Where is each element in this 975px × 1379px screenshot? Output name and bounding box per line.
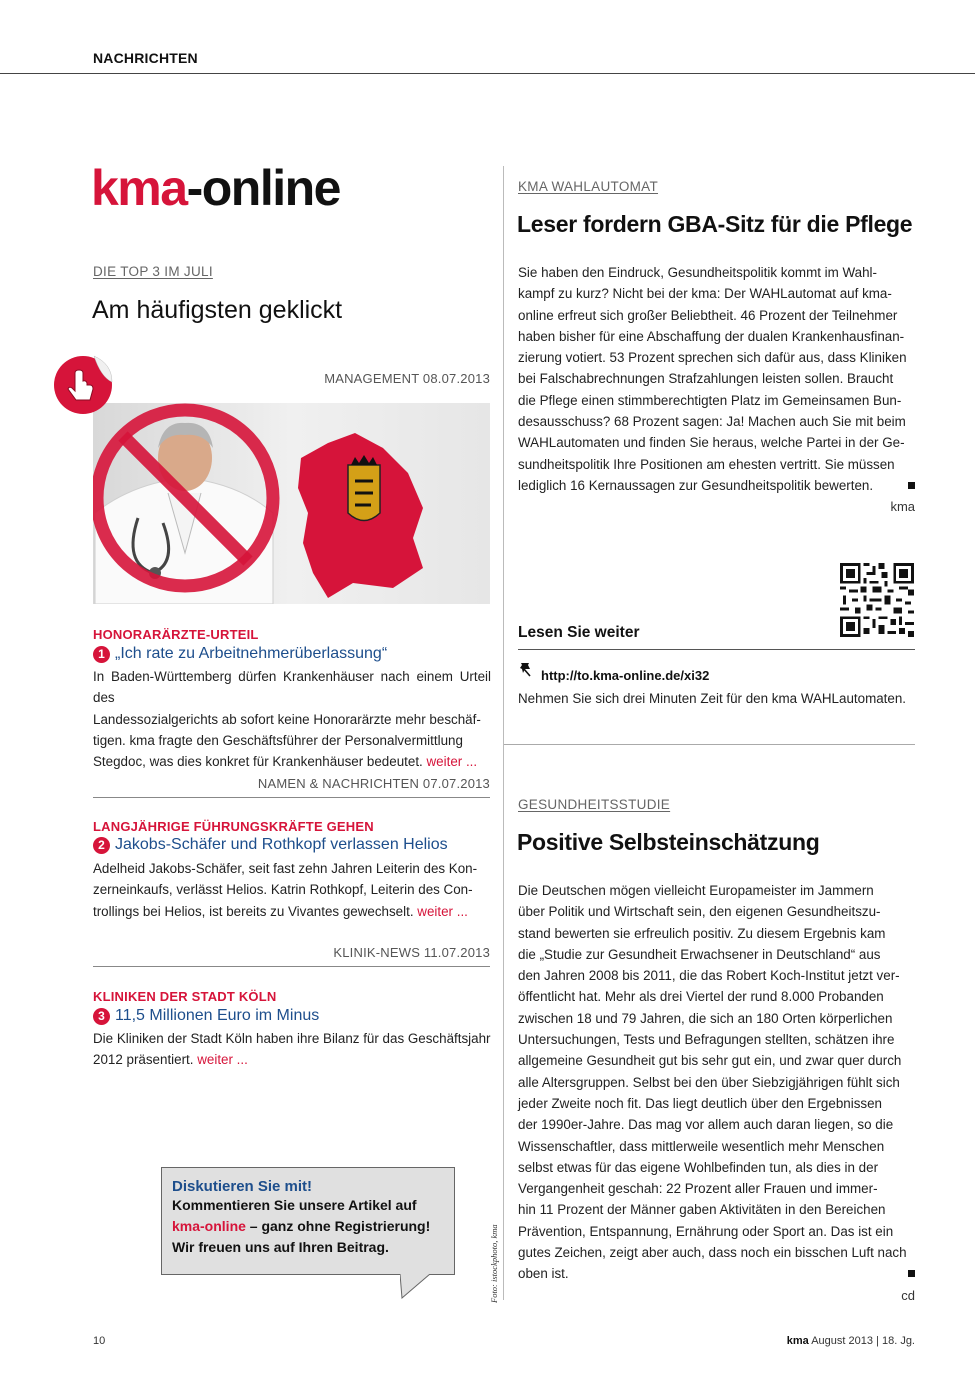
body-line: Die Kliniken der Stadt Köln haben ihre Bilanz für das Geschäftsjahr xyxy=(93,1031,491,1046)
body-line xyxy=(518,1263,915,1284)
body-line: online erfreut sich großer Beliebtheit. 46 Prozent der Teilnehmer xyxy=(518,307,898,323)
footer-separator: | xyxy=(876,1335,879,1347)
body-line: sundheitspolitik Ihre Positionen am ehesten vertritt. Sie müssen xyxy=(518,456,895,472)
article3-headline: 11,5 Millionen Euro im Minus xyxy=(115,1007,320,1024)
article1-meta: MANAGEMENT 08.07.2013 xyxy=(324,371,490,386)
body-line: Die Deutschen mögen vielleicht Europameister im Jammern xyxy=(518,883,874,898)
body-text: 2012 präsentiert. xyxy=(93,1052,194,1068)
body-line: kampf zu kurz? Nicht bei der kma: Der WAHLautomat auf kma- xyxy=(518,286,892,302)
pushpin-icon xyxy=(518,660,538,680)
body-text: Stegdoc, was dies konkret für Krankenhäuser bedeutet. xyxy=(93,754,423,770)
article1-headline-link[interactable] xyxy=(93,645,387,663)
body-line: über Politik und Wirtschaft sein, den eigenen Gesundheitszu- xyxy=(518,904,881,920)
body-line: bei Falschabrechnungen Strafzahlungen leisten sollen. Braucht xyxy=(518,371,894,387)
body-line: hin 11 Prozent der Männer gaben Aktivitäten in den Bereichen xyxy=(518,1202,886,1218)
article3-body xyxy=(93,1028,491,1071)
discuss-title: Diskutieren Sie mit! xyxy=(172,1178,313,1195)
footer-brand: kma xyxy=(786,1335,809,1347)
body-line: zwischen 18 und 79 Jahren, die sich an 180 Orten körperlichen xyxy=(518,1010,893,1026)
discuss-box xyxy=(161,1167,455,1275)
body-line: Wissenschaftler, dass mittlerweile wesentlich mehr Menschen xyxy=(518,1138,885,1154)
brand-part-kma: kma xyxy=(91,160,187,216)
body-line: jeder Zweite noch fit. Das liegt deutlich über den Ergebnissen xyxy=(518,1095,882,1111)
article1-body xyxy=(93,666,491,772)
pushpin-graphic xyxy=(518,660,538,680)
qr-code-icon[interactable] xyxy=(840,563,914,637)
hand-cursor-badge xyxy=(53,355,113,415)
meta-rule xyxy=(93,966,490,967)
body-line xyxy=(518,475,915,496)
body-line: der 1990er-Jahre. Das mag vor allem auch daran liegen, so die xyxy=(518,1117,894,1133)
wahlautomat-body xyxy=(518,262,915,518)
article1-headline: „Ich rate zu Arbeitnehmerüberlassung“ xyxy=(115,645,388,662)
end-mark xyxy=(908,1270,915,1277)
section-rule xyxy=(504,744,915,745)
study-kicker: GESUNDHEITSSTUDIE xyxy=(518,797,671,812)
body-line: stand bewerten sie erfreulich positiv. Zu diesem Ergebnis kam xyxy=(518,925,886,941)
top3-title: Am häufigsten geklickt xyxy=(92,296,343,324)
study-body xyxy=(518,880,915,1306)
readmore-url-link[interactable]: http://to.kma-online.de/xi32 xyxy=(541,668,710,683)
readmore-text: Nehmen Sie sich drei Minuten Zeit für den kma WAHLautomaten. xyxy=(518,691,907,706)
body-line: selbst etwas für das eigene Wohlbefinden tun, als dies in der xyxy=(518,1159,879,1175)
brand-logo xyxy=(91,158,340,218)
body-text: oben ist. xyxy=(518,1266,569,1282)
page-number: 10 xyxy=(93,1335,106,1347)
discuss-line-2 xyxy=(172,1216,444,1237)
article2-topic: LANGJÄHRIGE FÜHRUNGSKRÄFTE GEHEN xyxy=(93,819,374,834)
column-divider xyxy=(503,166,504,1300)
discuss-line-2-rest: – ganz ohne Registrierung! xyxy=(245,1218,431,1234)
body-text: lediglich 16 Kernaussagen zur Gesundheitspolitik bewerten. xyxy=(518,477,874,493)
study-title: Positive Selbsteinschätzung xyxy=(517,829,820,855)
hand-cursor-icon xyxy=(53,355,113,415)
wahlautomat-title: Leser fordern GBA-Sitz für die Pflege xyxy=(517,211,913,237)
article3-meta: KLINIK-NEWS 11.07.2013 xyxy=(333,945,490,960)
article2-meta: NAMEN & NACHRICHTEN 07.07.2013 xyxy=(257,776,490,791)
section-label: NACHRICHTEN xyxy=(93,50,198,66)
body-line: Sie haben den Eindruck, Gesundheitspolitik kommt im Wahl- xyxy=(518,265,877,280)
body-line xyxy=(93,1049,491,1070)
wahlautomat-kicker: KMA WAHLAUTOMAT xyxy=(518,179,659,194)
hero-illustration xyxy=(93,403,490,604)
brand-part-online: -online xyxy=(186,160,340,216)
rank-badge-1: 1 xyxy=(93,646,110,663)
body-line: desausschuss? 68 Prozent sagen: Ja! Machen auch Sie mit beim xyxy=(518,414,906,430)
article2-headline: Jakobs-Schäfer und Rothkopf verlassen Helios xyxy=(115,836,448,853)
footer-issue-date: August 2013 xyxy=(811,1335,873,1347)
speech-tail xyxy=(400,1274,432,1300)
discuss-line-1: Kommentieren Sie unsere Artikel auf xyxy=(172,1197,417,1213)
article2-headline-link[interactable] xyxy=(93,836,448,854)
kma-online-link[interactable]: kma-online xyxy=(172,1218,246,1234)
body-line: In Baden-Württemberg dürfen Krankenhäuser nach einem Urteil des xyxy=(93,669,491,706)
article3-headline-link[interactable] xyxy=(93,1007,319,1025)
author-sign: cd xyxy=(901,1287,915,1303)
readmore-title: Lesen Sie weiter xyxy=(518,624,640,641)
body-line: zerneinkaufs, verlässt Helios. Katrin Rothkopf, Leiterin des Con- xyxy=(93,882,473,898)
body-line: Untersuchungen, Tests und Befragungen stellten, schätzen ihre xyxy=(518,1032,895,1048)
read-more-link[interactable]: weiter ... xyxy=(426,754,478,770)
header-rule xyxy=(0,73,975,74)
hero-image[interactable] xyxy=(93,403,490,604)
body-line: Adelheid Jakobs-Schäfer, seit fast zehn Jahren Leiterin des Kon- xyxy=(93,861,478,876)
rank-badge-3: 3 xyxy=(93,1008,110,1025)
body-line: den Jahren 2008 bis 2011, die das Robert Koch-Institut jetzt ver- xyxy=(518,968,900,984)
body-line xyxy=(93,751,491,772)
body-line: tigen. kma fragte den Geschäftsführer der Personalvermittlung xyxy=(93,732,463,748)
top3-kicker: DIE TOP 3 IM JULI xyxy=(93,264,213,279)
body-line: gutes Zeichen, zeigt aber auch, dass noch ein bisschen Luft nach xyxy=(518,1245,907,1261)
body-line: die „Studie zur Gesundheit Erwachsener in Deutschland“ aus xyxy=(518,946,881,962)
article1-topic: HONORARÄRZTE-URTEIL xyxy=(93,627,259,642)
body-line: Prävention, Entspannung, Ernährung oder Sport an. Das ist ein xyxy=(518,1223,894,1239)
body-text: trollings bei Helios, ist bereits zu Vivantes gewechselt. xyxy=(93,903,414,919)
article2-body xyxy=(93,858,491,922)
meta-rule xyxy=(93,797,490,798)
body-line: alle Altersgruppen. Selbst bei den über Siebzigjährigen fühlt sich xyxy=(518,1074,900,1090)
body-line: Landessozialgerichts ab sofort keine Honorarärzte mehr beschäf- xyxy=(93,711,481,727)
rank-badge-2: 2 xyxy=(93,837,110,854)
body-line: haben bisher für eine Abschaffung der dualen Krankenhausfinan- xyxy=(518,328,905,344)
body-line: allgemeine Gesundheit gut bis sehr gut ein, und zwar quer durch xyxy=(518,1053,902,1069)
readmore-rule xyxy=(518,649,915,650)
speech-tail-shape xyxy=(400,1274,432,1300)
body-line: WAHLautomaten und finden Sie heraus, welche Partei in der Ge- xyxy=(518,435,905,451)
body-line xyxy=(93,901,491,922)
footer-issue xyxy=(787,1335,915,1347)
footer-volume: 18. Jg. xyxy=(881,1335,915,1347)
author-sign: kma xyxy=(890,499,915,515)
article3-topic: KLINIKEN DER STADT KÖLN xyxy=(93,989,277,1004)
body-line: die Pflege einen stimmberechtigten Platz im Gemeinsamen Bun- xyxy=(518,392,902,408)
read-more-link[interactable]: weiter ... xyxy=(197,1052,248,1068)
body-line: zierung votiert. 53 Prozent sprechen sich dafür aus, dass Kliniken xyxy=(518,350,907,366)
discuss-line-3: Wir freuen uns auf Ihren Beitrag. xyxy=(172,1239,389,1255)
qr-code-graphic xyxy=(840,563,914,637)
body-line: öffentlicht hat. Mehr als drei Viertel der rund 8.000 Probanden xyxy=(518,989,884,1005)
read-more-link[interactable]: weiter ... xyxy=(417,903,468,919)
end-mark xyxy=(908,482,915,489)
body-line: Vergangenheit geschah: 22 Prozent aller Frauen und immer- xyxy=(518,1181,878,1197)
image-credit: Foto: istockphoto, kma xyxy=(489,1224,499,1303)
